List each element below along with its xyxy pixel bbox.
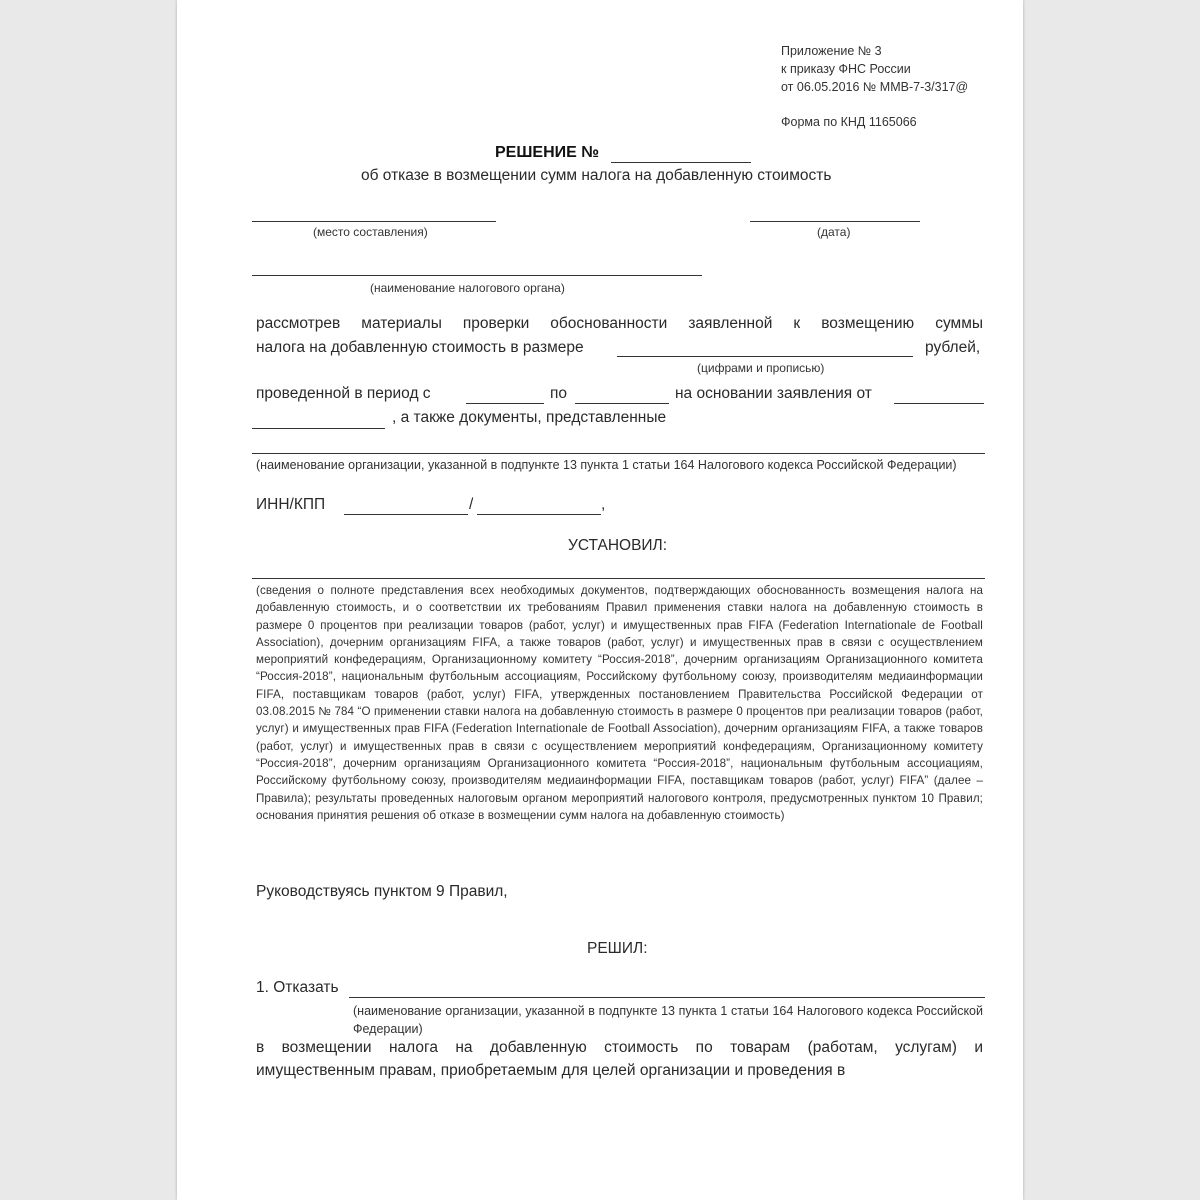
organization-field[interactable] xyxy=(252,453,985,454)
application-number-field[interactable] xyxy=(252,428,385,429)
period-to-field[interactable] xyxy=(575,403,669,404)
order-label: к приказу ФНС России xyxy=(781,62,911,76)
considered-line-1: рассмотрев материалы проверки обоснованности заявленной к возмещению суммы xyxy=(256,315,983,332)
considered-line-2: налога на добавленную стоимость в размере xyxy=(256,339,584,356)
order-date-label: от 06.05.2016 № ММВ-7-3/317@ xyxy=(781,80,969,94)
refused-organization-field[interactable] xyxy=(349,997,985,998)
established-details-caption: (сведения о полноте представления всех необходимых документов, подтверждающих обоснованность возмещения налога на добавленную стоимость, и о соответствии их требованиям Правил применения ставки налога на добавленную стоимость в размере 0 процентов при реализации товаров (работ, услуг) и имущественных прав FIFA (Federation Internationale de Football Association), дочерним организациям FIFA, а также товаров (работ, услуг) и имущественных прав в связи с осуществлением мероприятий конфедерациям, Организационному комитету “Россия-2018”, дочерним организациям Организационного комитета “Россия-2018”, национальным футбольным ассоциациям, Российскому футбольному союзу, производителям медиаинформации FIFA, поставщикам товаров (работ, услуг) FIFA, утвержденных постановлением Правительства Российской Федерации от 03.08.2015 № 784 “О применении ставки налога на добавленную стоимость в размере 0 процентов при реализации товаров (работ, услуг) и имущественных прав FIFA (Federation Internationale de Football Association), дочерним организациям FIFA, а также товаров (работ, услуг) и имущественных прав в связи с осуществлением мероприятий конфедерациям, Организационному комитету “Россия-2018”, дочерним организациям Организационного комитета “Россия-2018”, национальным футбольным ассоциациям, Российскому футбольному союзу, производителям медиаинформации FIFA, поставщикам товаров (работ, услуг) FIFA” (далее – Правила); результаты проведенных налоговым органом мероприятий налогового контроля, предусмотренных пунктом 10 Правил; основания принятия решения об отказе в возмещении сумм налога на добавленную стоимость) xyxy=(256,584,983,822)
tax-authority-field[interactable] xyxy=(252,275,702,276)
organization-caption: (наименование организации, указанной в подпункте 13 пункта 1 статьи 164 Налогового кодекса Российской Федерации) xyxy=(256,458,957,472)
document-title: РЕШЕНИЕ № xyxy=(495,144,600,161)
guided-by-text: Руководствуясь пунктом 9 Правил, xyxy=(256,883,508,900)
inn-kpp-separator: / xyxy=(469,496,474,513)
period-from-field[interactable] xyxy=(466,403,544,404)
inn-field[interactable] xyxy=(344,514,468,515)
established-details-field[interactable] xyxy=(252,578,985,579)
rubles-label: рублей, xyxy=(925,339,981,356)
refuse-label: 1. Отказать xyxy=(256,979,339,996)
place-field[interactable] xyxy=(252,221,496,222)
date-caption: (дата) xyxy=(817,225,851,239)
document-page xyxy=(177,0,1023,1200)
place-caption: (место составления) xyxy=(313,225,428,239)
decided-heading: РЕШИЛ: xyxy=(587,940,648,957)
amount-field[interactable] xyxy=(617,356,913,357)
refund-line-1: в возмещении налога на добавленную стоимость по товарам (работам, услугам) и xyxy=(256,1039,983,1056)
inn-kpp-label: ИНН/КПП xyxy=(256,496,326,513)
tax-authority-caption: (наименование налогового органа) xyxy=(370,281,565,295)
document-subtitle: об отказе в возмещении сумм налога на добавленную стоимость xyxy=(361,167,832,184)
decision-number-field[interactable] xyxy=(611,162,751,163)
amount-format-caption: (цифрами и прописью) xyxy=(697,361,825,375)
appendix-label: Приложение № 3 xyxy=(781,44,882,58)
also-documents-label: , а также документы, представленные xyxy=(392,409,667,426)
period-from-label: проведенной в период с xyxy=(256,385,431,402)
established-heading: УСТАНОВИЛ: xyxy=(568,537,668,554)
refused-organization-caption: (наименование организации, указанной в подпункте 13 пункта 1 статьи 164 Налогового кодекса Российской Федерации) xyxy=(353,1004,983,1036)
based-on-label: на основании заявления от xyxy=(675,385,872,402)
application-date-field[interactable] xyxy=(894,403,984,404)
refund-line-2: имущественным правам, приобретаемым для целей организации и проведения в xyxy=(256,1062,846,1079)
kpp-field[interactable] xyxy=(477,514,601,515)
period-to-label: по xyxy=(550,385,568,402)
date-field[interactable] xyxy=(750,221,920,222)
form-code-label: Форма по КНД 1165066 xyxy=(781,115,917,129)
inn-kpp-comma: , xyxy=(601,496,606,513)
